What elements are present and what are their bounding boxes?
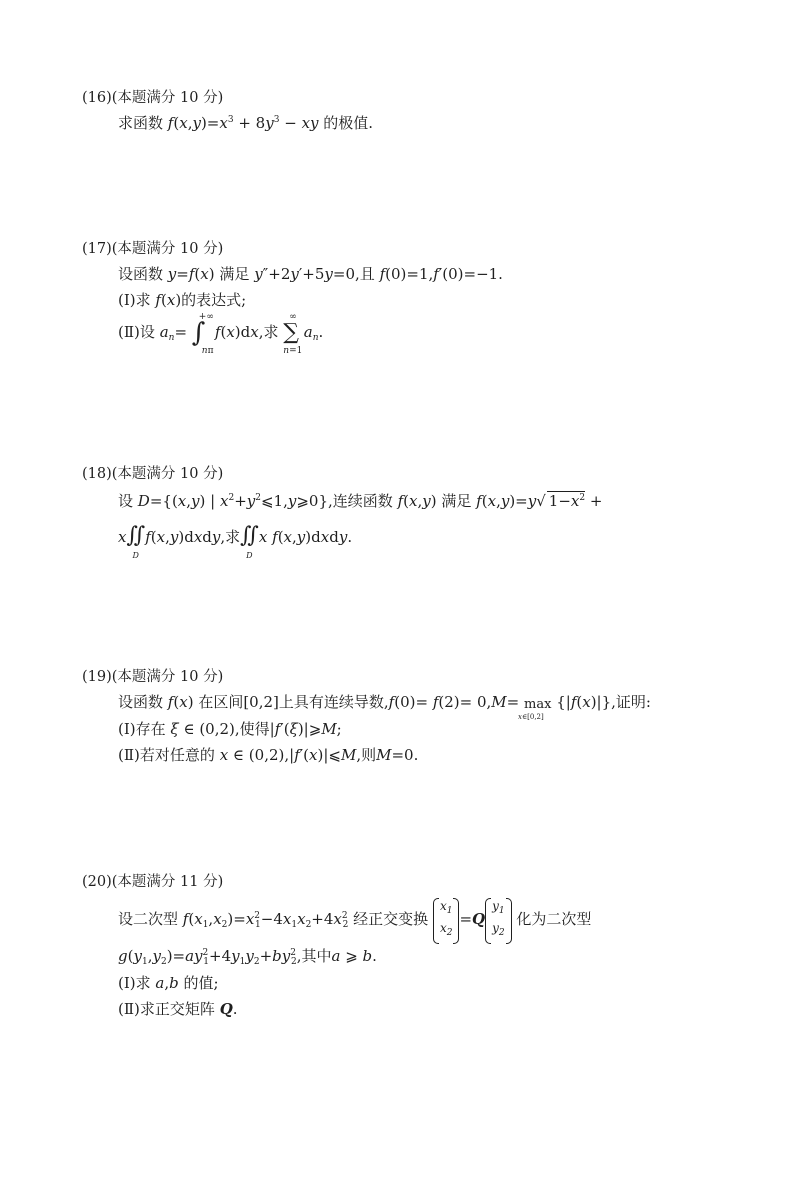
problem-part-1: (Ⅰ)求 a,b 的值; [118,974,219,992]
math-expression: {|f(x)|} [556,693,612,711]
math-expression: D={(x,y) | $x^2+y^2⩽1,y⩾0$} [137,492,329,510]
math-expression: $f(x_1,x_2)=x^2_1-4x_1x_2+4x^2_2$ [182,910,349,930]
problem-statement-continued: $g(y_1,y_2)=ay^2_1+4y_1y_2+by^2_2$,其中a ⩾ b. [118,947,377,967]
summation-symbol: ∑ ∞ n=1 [283,312,303,356]
problem-statement: 设 D={(x,y) | $x^2+y^2⩽1,y⩾0$},连续函数 f(x,y) 满足 f(x,y)=y√ $1-x^2$ + [118,492,603,510]
problem-part-2: (Ⅱ)设 $a_n=$ ∫ +∞ nπ f(x)dx,求 ∑ ∞ n=1 $a_n$. [118,312,324,356]
problem-statement: 设函数 y=f(x) 满足 y″+2y′+5y=0,且 f(0)=1,f′(0)=−1. [118,265,503,283]
double-integral-symbol: ∬ D [240,523,259,560]
math-expression: x ∈ (0,2),|f′(x)|⩽M [219,746,357,764]
problem-header [82,870,223,891]
math-expression: a ⩾ b. [331,947,377,965]
problem-part-1: (Ⅰ)存在 ξ ∈ (0,2),使得|f′(ξ)|⩾M; [118,720,342,738]
math-expression: |f′(ξ)|⩾M; [269,720,342,738]
math-expression: f(x) [155,291,182,309]
math-expression: f(x,y) [397,492,437,510]
problem-header [82,86,223,107]
math-expression: y″+2y′+5y=0 [254,265,356,283]
problem-number: (19) [82,669,112,685]
problem-number: (18) [82,466,112,482]
problem-header [82,237,223,258]
problem-part-1: (Ⅰ)求 f(x)的表达式; [118,291,247,309]
math-expression: M=0. [376,746,419,764]
math-expression: y=f(x) [167,265,215,283]
column-vector-y: $y_1$ $y_2$ [485,898,512,942]
problem-number: (16) [82,90,112,106]
problem-statement-continued: x∬ D f(x,y)dxdy,求∬ D x f(x,y)dxdy. [118,523,353,560]
math-expression: $a_n$. [303,323,324,343]
problem-points: (本题满分 10 分) [111,90,224,106]
problem-statement: 求函数 $f(x,y)=x^3 + 8y^3$ − xy 的极值. [118,114,374,132]
math-expression: ξ ∈ (0,2) [170,720,235,738]
math-expression: f(0)= f(2)= 0,M= [388,693,524,711]
column-vector-x: $x_1$ $x_2$ [433,898,460,942]
problem-points: (本题满分 10 分) [111,669,224,685]
math-expression: $g(y_1,y_2)=ay^2_1+4y_1y_2+by^2_2$ [118,947,297,967]
math-expression: x [118,528,127,546]
problem-header [82,665,223,686]
math-expression: f(x) [167,693,194,711]
math-expression: $f(x,y)=x^3 + 8y^3$ − xy [167,114,319,132]
math-expression: x f(x,y)dxdy. [258,528,353,546]
problem-statement: 设函数 f(x) 在区间[0,2]上具有连续导数,f(0)= f(2)= 0,M= max x∈[0,2] {|f(x)|},证明: [118,693,651,721]
problem-part-2: (Ⅱ)若对任意的 x ∈ (0,2),|f′(x)|⩽M,则M=0. [118,746,419,764]
max-operator: max x∈[0,2] [518,697,552,721]
problem-header [82,462,223,483]
double-integral-symbol: ∬ D [126,523,146,560]
problem-statement: 设二次型 $f(x_1,x_2)=x^2_1-4x_1x_2+4x^2_2$ 经正交变换 $x_1$ $x_2$ =Q $y_1$ $y_2$ 化为二次型 [118,898,591,942]
math-expression: f(0)=1,f′(0)=−1. [379,265,503,283]
math-expression: f(x,y)=y√ $1-x^2$ + [476,492,603,510]
problem-points: (本题满分 10 分) [111,466,224,482]
problem-part-2: (Ⅱ)求正交矩阵 Q. [118,1000,238,1018]
math-expression: a,b [155,974,179,992]
math-expression: =Q [459,910,486,928]
integral-symbol: ∫ +∞ nπ [191,312,214,356]
problem-points: (本题满分 11 分) [111,874,224,890]
problem-number: (20) [82,874,112,890]
problem-points: (本题满分 10 分) [111,241,224,257]
problem-number: (17) [82,241,112,257]
math-expression: Q. [219,1000,238,1018]
math-expression: f(x,y)dxdy [145,528,221,546]
math-expression: f(x)dx [214,323,259,341]
math-expression: $a_n=$ [159,323,188,343]
